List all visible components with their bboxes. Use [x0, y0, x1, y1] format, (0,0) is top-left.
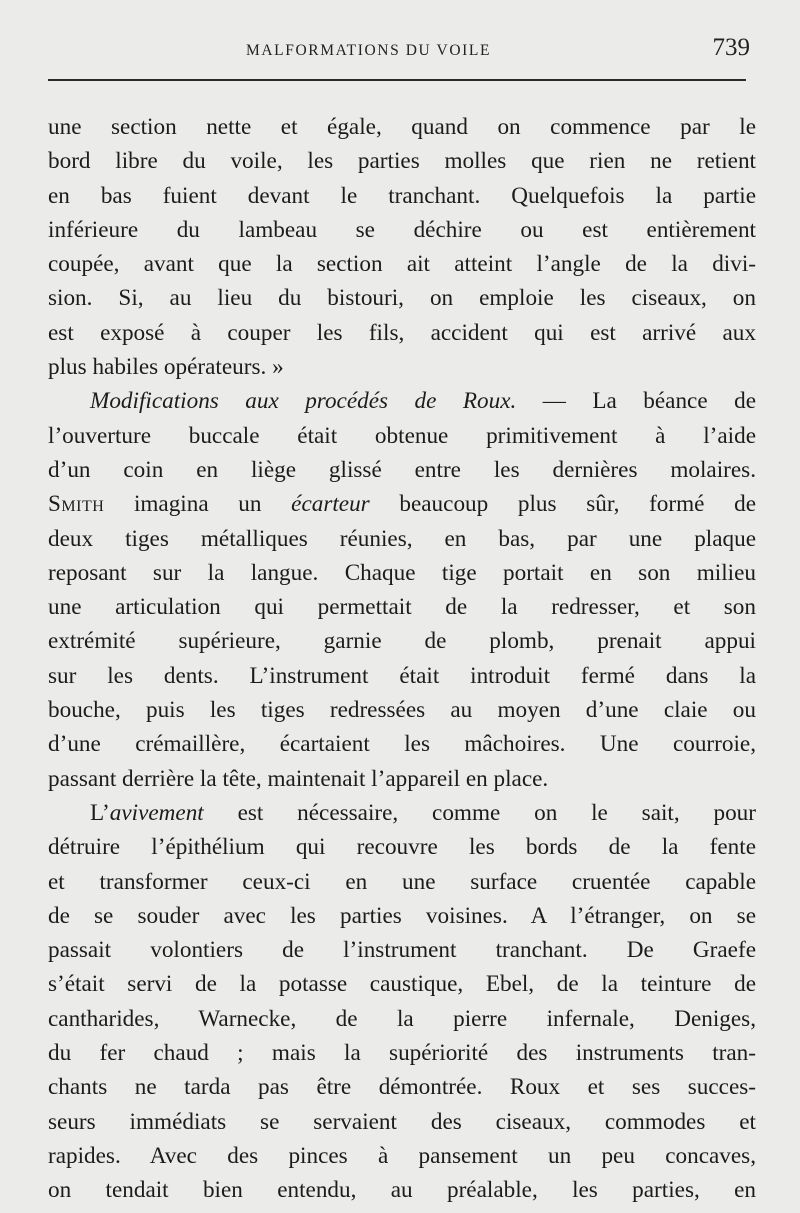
italic-term: avivement [109, 799, 204, 826]
text-fragment: imagina un [104, 491, 292, 518]
text-line: deux tiges métalliques réunies, en bas, par une plaque [48, 525, 756, 552]
text-line: passant derrière la tête, maintenait l’appareil en place. [48, 765, 549, 792]
text-line: l’ouverture buccale était obtenue primitivement à l’aide [48, 422, 756, 449]
text-fragment: beaucoup plus sûr, formé de [369, 491, 756, 518]
text-line: coupée, avant que la section ait atteint l’angle de la divi- [48, 251, 756, 278]
header-rule [48, 79, 746, 81]
text-line [48, 384, 756, 418]
page-number: 739 [712, 34, 750, 61]
text-line: d’un coin en liège glissé entre les dernières molaires. [48, 456, 756, 483]
text-line: passait volontiers de l’instrument tranchant. De Graefe [48, 937, 756, 964]
text-line: bord libre du voile, les parties molles que rien ne retient [48, 148, 756, 175]
text-line: on tendait bien entendu, au préalable, les parties, en [48, 1177, 756, 1204]
text-line: sion. Si, au lieu du bistouri, on emploie les ciseaux, on [48, 285, 756, 312]
text-line: chants ne tarda pas être démontrée. Roux et ses succes- [48, 1074, 756, 1101]
section-heading: Modifications aux procédés de Roux. [90, 388, 517, 415]
text-line: extrémité supérieure, garnie de plomb, prenait appui [48, 628, 756, 655]
text-fragment: — La béance de [516, 388, 756, 415]
text-line: d’une crémaillère, écartaient les mâchoires. Une courroie, [48, 731, 756, 758]
text-fragment: L’ [90, 799, 110, 826]
text-line: seurs immédiats se servaient des ciseaux, commodes et [48, 1108, 756, 1135]
text-line: reposant sur la langue. Chaque tige portait en son milieu [48, 559, 756, 586]
text-line: sur les dents. L’instrument était introduit fermé dans la [48, 662, 756, 689]
text-line: et transformer ceux-ci en une surface cruentée capable [48, 868, 756, 895]
text-line [48, 796, 756, 830]
text-line: en bas fuient devant le tranchant. Quelquefois la partie [48, 182, 756, 209]
text-line: détruire l’épithélium qui recouvre les bords de la fente [48, 834, 756, 861]
text-line: s’était servi de la potasse caustique, Ebel, de la teinture de [48, 971, 756, 998]
body-text [48, 110, 756, 1208]
text-line: inférieure du lambeau se déchire ou est entièrement [48, 216, 756, 243]
text-line: est exposé à couper les fils, accident qui est arrivé aux [48, 319, 756, 346]
italic-term: écarteur [291, 491, 370, 518]
text-line: une articulation qui permettait de la redresser, et son [48, 594, 756, 621]
text-line: rapides. Avec des pinces à pansement un peu concaves, [48, 1142, 756, 1169]
text-line [48, 487, 756, 521]
text-line: bouche, puis les tiges redressées au moyen d’une claie ou [48, 697, 756, 724]
text-line: une section nette et égale, quand on commence par le [48, 114, 756, 140]
author-name: Smith [48, 491, 105, 518]
text-line: de se souder avec les parties voisines. A l’étranger, on se [48, 902, 756, 929]
text-fragment: est nécessaire, comme on le sait, pour [203, 799, 756, 826]
running-title: MALFORMATIONS DU VOILE [246, 42, 492, 59]
running-head [48, 34, 754, 68]
text-line: du fer chaud ; mais la supériorité des instruments tran- [48, 1040, 756, 1067]
text-line: plus habiles opérateurs. » [48, 354, 284, 381]
text-line: cantharides, Warnecke, de la pierre infernale, Deniges, [48, 1005, 756, 1032]
